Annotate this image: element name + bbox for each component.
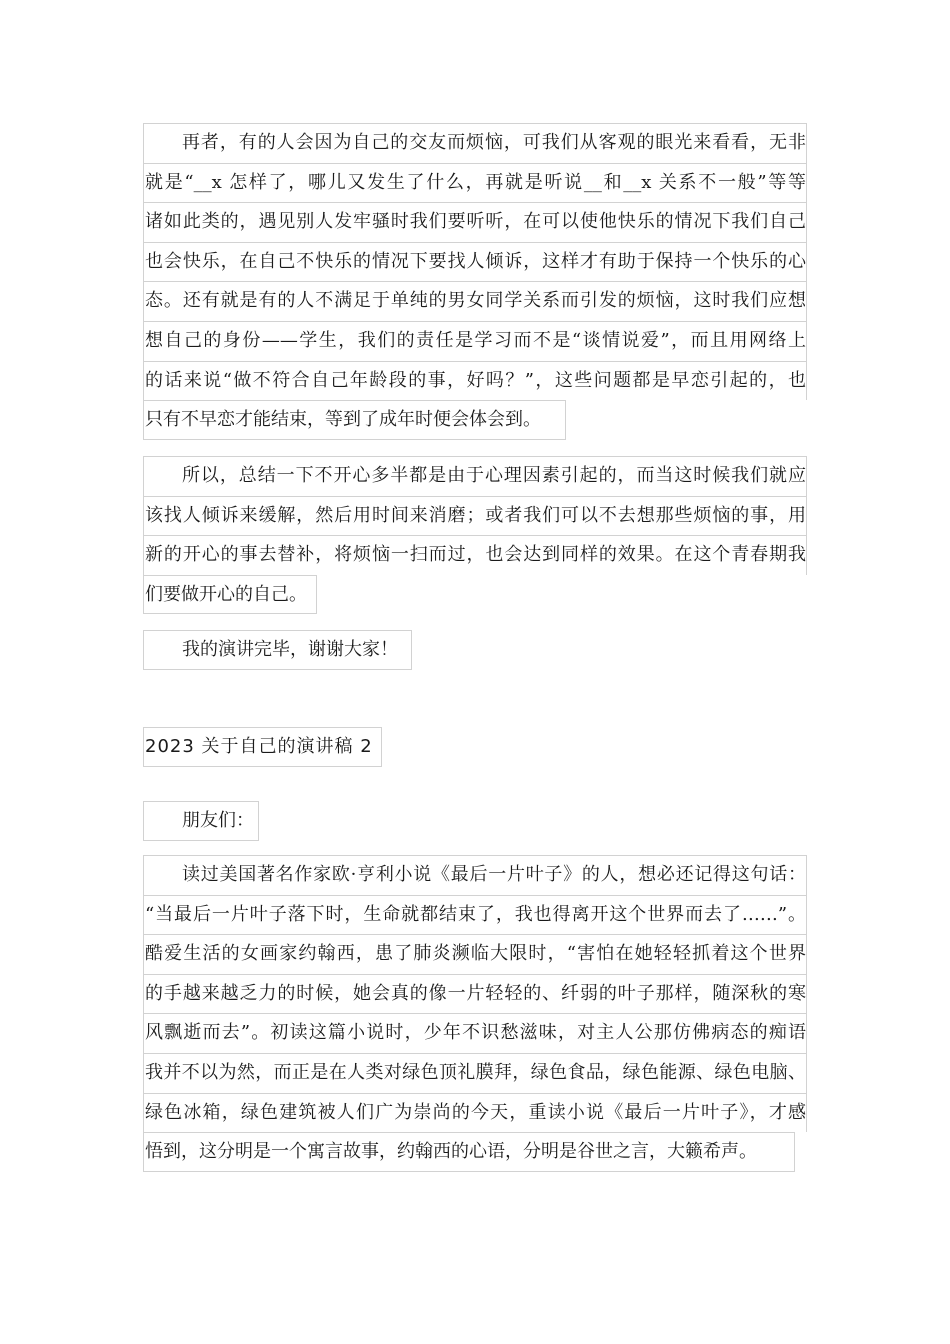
text-line: 只有不早恋才能结束，等到了成年时便会体会到。 — [143, 400, 566, 440]
text-line: 酷爱生活的女画家约翰西，患了肺炎濒临大限时，“害怕在她轻轻抓着这个世界 — [143, 934, 807, 974]
text-line: 所以，总结一下不开心多半都是由于心理因素引起的，而当这时候我们就应 — [143, 456, 807, 496]
text-line: 绿色冰箱，绿色建筑被人们广为崇尚的今天，重读小说《最后一片叶子》，才感 — [143, 1093, 807, 1133]
paragraph-closing — [143, 630, 412, 670]
section-heading — [143, 727, 382, 767]
text-line: 也会快乐，在自己不快乐的情况下要找人倾诉，这样才有助于保持一个快乐的心 — [143, 242, 807, 282]
heading-text: 2023 关于自己的演讲稿 2 — [143, 727, 382, 767]
paragraph-friendship — [143, 123, 807, 440]
text-line: “当最后一片叶子落下时，生命就都结束了，我也得离开这个世界而去了……”。 — [143, 895, 807, 935]
paragraph-last-leaf — [143, 855, 807, 1172]
text-line: 再者，有的人会因为自己的交友而烦恼，可我们从客观的眼光来看看，无非 — [143, 123, 807, 163]
text-line: 的手越来越乏力的时候，她会真的像一片轻轻的、纤弱的叶子那样，随深秋的寒 — [143, 974, 807, 1014]
text-line: 风飘逝而去”。初读这篇小说时，少年不识愁滋味，对主人公那仿佛病态的痴语 — [143, 1013, 807, 1053]
text-line: 朋友们： — [143, 801, 259, 841]
text-line: 悟到，这分明是一个寓言故事，约翰西的心语，分明是谷世之言，大籁希声。 — [143, 1132, 795, 1172]
text-line: 该找人倾诉来缓解，然后用时间来消磨；或者我们可以不去想那些烦恼的事，用 — [143, 496, 807, 536]
paragraph-summary — [143, 456, 807, 614]
text-line: 新的开心的事去替补，将烦恼一扫而过，也会达到同样的效果。在这个青春期我 — [143, 535, 807, 575]
text-line: 我的演讲完毕，谢谢大家！ — [143, 630, 412, 670]
text-line: 读过美国著名作家欧·亨利小说《最后一片叶子》的人，想必还记得这句话： — [143, 855, 807, 895]
text-line: 就是“__x 怎样了，哪儿又发生了什么，再就是听说__和__x 关系不一般”等等 — [143, 163, 807, 203]
text-line: 们要做开心的自己。 — [143, 575, 317, 615]
paragraph-salutation — [143, 801, 259, 841]
text-line: 态。还有就是有的人不满足于单纯的男女同学关系而引发的烦恼，这时我们应想 — [143, 281, 807, 321]
text-line: 的话来说“做不符合自己年龄段的事，好吗？”，这些问题都是早恋引起的，也 — [143, 361, 807, 401]
text-line: 我并不以为然，而正是在人类对绿色顶礼膜拜，绿色食品，绿色能源、绿色电脑、 — [143, 1053, 807, 1093]
text-line: 诸如此类的，遇见别人发牢骚时我们要听听，在可以使他快乐的情况下我们自己 — [143, 202, 807, 242]
text-line: 想自己的身份——学生，我们的责任是学习而不是“谈情说爱”，而且用网络上 — [143, 321, 807, 361]
